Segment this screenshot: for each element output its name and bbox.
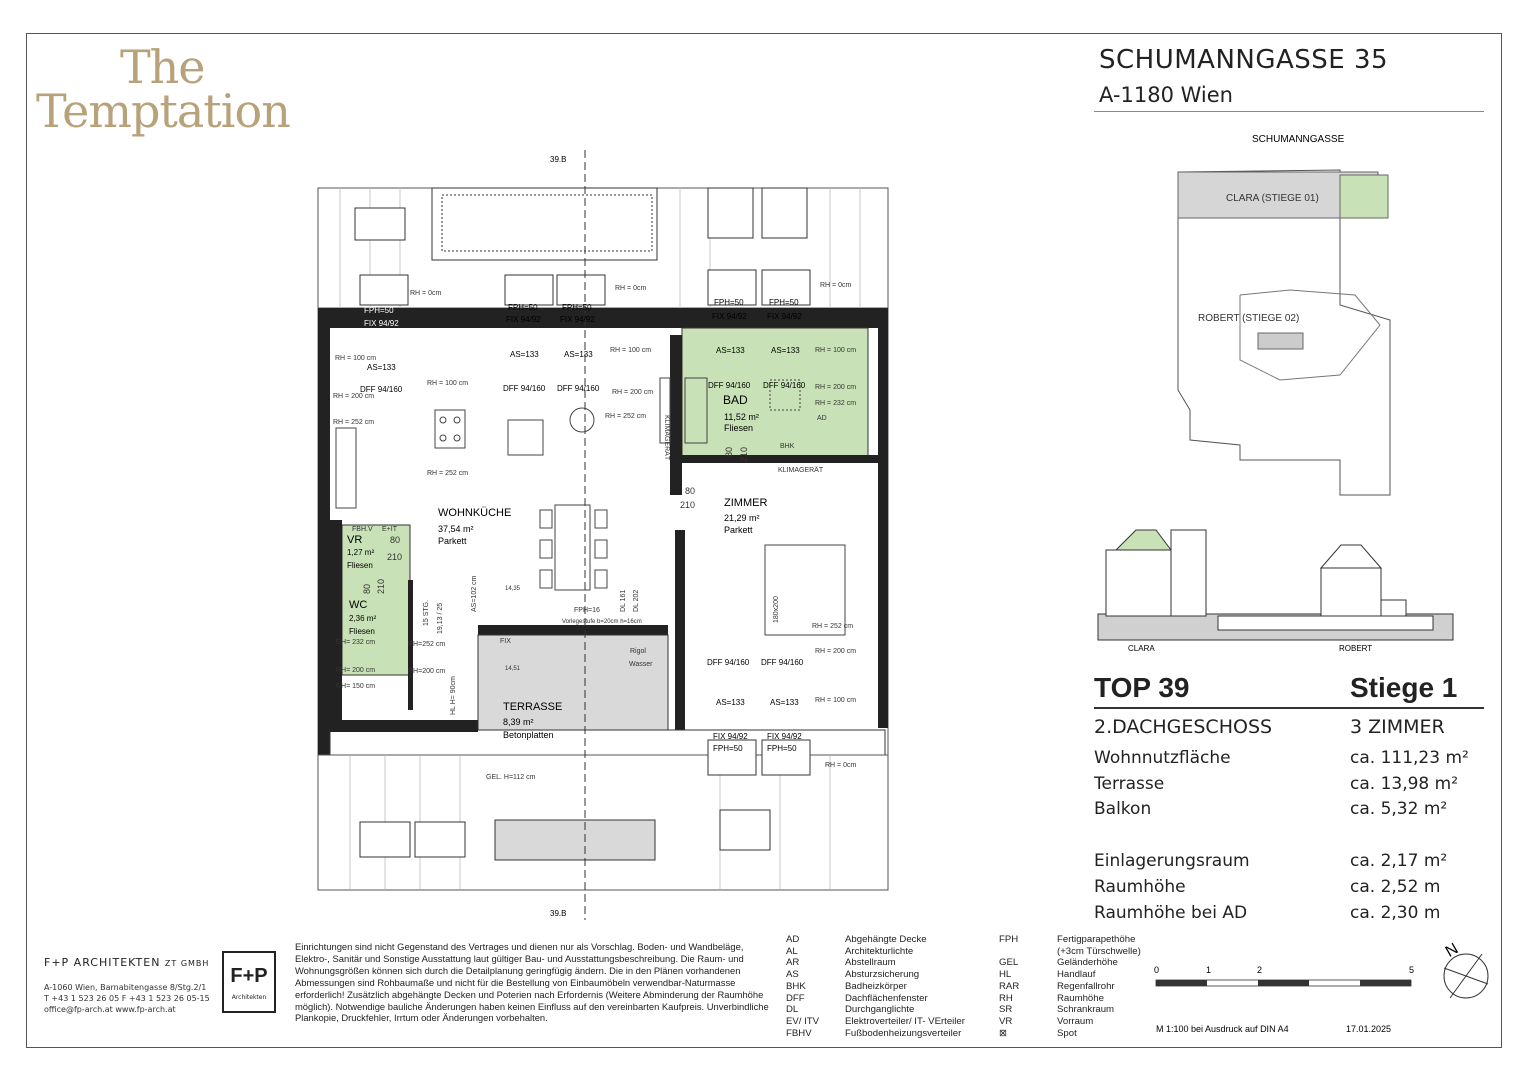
room-vr-area: 1,27 m² — [347, 548, 375, 557]
win-label: FIX 94/92 — [767, 312, 802, 321]
win-label: DFF 94/160 — [708, 381, 751, 390]
section-label-right: ROBERT — [1339, 644, 1373, 653]
legend-text: Fußbodenheizungsverteiler — [845, 1027, 962, 1039]
win-label: FPH=50 — [713, 744, 743, 753]
extra-label: Raumhöhe bei AD — [1094, 903, 1248, 923]
legend-text: (+3cm Türschwelle) — [1057, 945, 1141, 957]
legend-text: Regenfallrohr — [1057, 980, 1115, 992]
note: RH = 100 cm — [815, 697, 857, 704]
legend-text: Abgehängte Decke — [845, 934, 927, 945]
note: FIX — [500, 638, 511, 645]
room-vr-name: VR — [347, 534, 363, 546]
note: Vorlegestufe b=20cm h=16cm — [562, 619, 642, 625]
plan-date: 17.01.2025 — [1346, 1024, 1392, 1034]
note: 80 — [685, 486, 696, 496]
note: RH = 200 cm — [612, 389, 654, 396]
room-terrasse-name: TERRASSE — [503, 701, 563, 713]
note: 210 — [739, 446, 749, 462]
axis-bottom-label: 39.B — [550, 909, 567, 918]
legend-abbr: FBHV — [786, 1027, 812, 1039]
logo-line2: Temptation — [36, 84, 290, 138]
unit-floor: 2.DACHGESCHOSS — [1094, 716, 1273, 738]
legend-abbr: RH — [999, 992, 1013, 1004]
firm-address: A-1060 Wien, Barnabitengasse 8/Stg.2/1 — [44, 983, 207, 992]
room-wohn-floor: Parkett — [438, 536, 467, 546]
legend-text: Absturzsicherung — [845, 969, 920, 981]
note: 180x200 — [773, 596, 780, 623]
legend-abbr: GEL — [999, 957, 1019, 969]
legend-abbr: DFF — [786, 992, 805, 1004]
win-label: FIX 94/92 — [364, 319, 399, 328]
fp-logo-sub: Architekten — [231, 994, 267, 1001]
legend-abbr: FPH — [999, 934, 1019, 945]
win-label: AS=133 — [510, 350, 539, 359]
scale-bar — [1150, 958, 1430, 1038]
legend-text: Handlauf — [1057, 969, 1096, 981]
note: FBH.V — [352, 526, 373, 533]
divider — [1094, 707, 1484, 709]
room-terrasse-area: 8,39 m² — [503, 717, 534, 727]
firm-label: F+P ARCHITEKTEN — [44, 956, 161, 969]
note: Rigol — [630, 648, 646, 655]
north-arrow-icon — [1440, 938, 1492, 1008]
legend-abbr: EV/ ITV — [786, 1015, 820, 1027]
note: RH = 100 cm — [815, 347, 857, 354]
note: KLIMAGERÄT — [663, 415, 670, 461]
note: HL H= 90cm — [450, 676, 457, 715]
win-label: FIX 94/92 — [506, 315, 541, 324]
room-vr-floor: Fliesen — [347, 561, 373, 570]
win-label: DFF 94/160 — [707, 658, 750, 667]
note: 80 — [724, 446, 734, 457]
legend-abbr: AL — [786, 945, 798, 957]
area-value: ca. 13,98 m² — [1350, 774, 1459, 794]
note: RH = 100 cm — [427, 380, 469, 387]
address-city: A-1180 Wien — [1099, 83, 1233, 107]
extra-value: ca. 2,17 m² — [1350, 851, 1448, 871]
divider — [1094, 111, 1484, 112]
note: RH= 150 cm — [336, 683, 376, 690]
note: 15 STG. — [423, 599, 430, 626]
note: 210 — [387, 552, 403, 562]
win-label: DFF 94/160 — [557, 384, 600, 393]
room-wc-area: 2,36 m² — [349, 614, 377, 623]
area-label: Balkon — [1094, 799, 1152, 819]
note: RH = 100 cm — [335, 355, 377, 362]
extra-value: ca. 2,30 m — [1350, 903, 1441, 923]
legend-right-abbr — [999, 934, 1054, 1039]
legend-abbr: DL — [786, 1004, 799, 1016]
note: RH = 200 cm — [333, 393, 375, 400]
note: 19,13 / 25 — [437, 602, 444, 634]
win-label: FPH=50 — [364, 306, 394, 315]
site-building2: ROBERT (STIEGE 02) — [1198, 313, 1300, 324]
win-label: FIX 94/92 — [713, 732, 748, 741]
note: 210 — [376, 578, 386, 594]
legend-text: Dachflächenfenster — [845, 992, 928, 1004]
room-bad-name: BAD — [723, 393, 748, 407]
room-zimmer-area: 21,29 m² — [724, 513, 760, 523]
win-label: AS=133 — [716, 346, 745, 355]
win-label: AS=133 — [716, 698, 745, 707]
room-wohn-name: WOHNKÜCHE — [438, 507, 512, 519]
note: RH = 0cm — [825, 762, 857, 769]
legend-right-text — [1057, 934, 1160, 1039]
note: Wasser — [629, 661, 653, 668]
win-label: FPH=50 — [769, 298, 799, 307]
note: AD — [817, 415, 827, 422]
scale-tick: 1 — [1206, 965, 1212, 975]
legend-text: Abstellraum — [845, 957, 896, 969]
note: 80 — [390, 535, 401, 545]
note: BHK — [780, 443, 795, 450]
unit-stiege: Stiege 1 — [1350, 672, 1458, 703]
win-label: DFF 94/160 — [503, 384, 546, 393]
firm-email: office@fp-arch.at www.fp-arch.at — [44, 1005, 176, 1014]
section-drawing — [1096, 520, 1458, 660]
firm-phone: T +43 1 523 26 05 F +43 1 523 26 05-15 — [44, 994, 210, 1003]
win-label: FPH=50 — [767, 744, 797, 753]
win-label: FIX 94/92 — [712, 312, 747, 321]
legend-left-abbr — [786, 934, 846, 1039]
note: DL 202 — [633, 589, 640, 612]
win-label: DFF 94/160 — [360, 385, 403, 394]
legend-text: Durchganglichte — [845, 1004, 915, 1016]
unit-top: TOP 39 — [1094, 672, 1190, 703]
note: AS=102 cm — [471, 575, 478, 612]
address-street: SCHUMANNGASSE 35 — [1099, 45, 1389, 75]
extra-value: ca. 2,52 m — [1350, 877, 1441, 897]
room-zimmer-floor: Parkett — [724, 525, 753, 535]
unit-rooms: 3 ZIMMER — [1350, 716, 1445, 738]
scale-note: M 1:100 bei Ausdruck auf DIN A4 — [1156, 1024, 1289, 1034]
legend-left-text — [845, 934, 995, 1039]
area-label: Terrasse — [1094, 774, 1165, 794]
note: RH = 252 cm — [605, 413, 647, 420]
room-bad-floor: Fliesen — [724, 423, 754, 433]
legend-abbr: SR — [999, 1004, 1013, 1016]
note: RH = 232 cm — [815, 400, 857, 407]
room-terrasse-floor: Betonplatten — [503, 730, 554, 740]
legend-text: Architekturlichte — [845, 945, 914, 957]
win-label: FPH=50 — [508, 303, 538, 312]
note: DL 161 — [620, 589, 627, 612]
legend-abbr: HL — [999, 969, 1012, 981]
win-label: FIX 94/92 — [560, 315, 595, 324]
fp-logo — [222, 951, 276, 1013]
legend-abbr — [999, 946, 1054, 958]
win-label: DFF 94/160 — [761, 658, 804, 667]
legend-text: Raumhöhe — [1057, 992, 1104, 1004]
note: 14,51 — [505, 666, 521, 672]
disclaimer: Einrichtungen sind nicht Gegenstand des Vertrages und dienen nur als Vorschlag. Boden- und Wandbeläge, Elektro-, Sanitär und Sonstige Ausstattung laut gültiger Bau- und Ausstattungsbeschreibung. Die Raum- und Wohnungsgrößen können sich durch die Detailplanung geringfügig ändern. Die in den Plänen vorhandenen Abmessungen sind Rohbaumaße und nicht für die Bestellung von Einbaumöbeln verwendbar-Naturmasse erforderlich! Zusätzlich abgehängte Decken und Poterien nach Erfordernis (Weitere Abminderung der Raumhöhe möglich). Notwendige bauliche Änderungen haben keinen Einfluss auf den vereinbarten Kaufpreis. Unverbindliche Plankopie, Druckfehler, Irrtum oder Änderungen vorbehalten. — [295, 941, 769, 1024]
note: RH = 0cm — [410, 290, 442, 297]
logo-line1: The — [120, 40, 205, 94]
legend-text: Badheizkörper — [845, 980, 907, 992]
room-zimmer-name: ZIMMER — [724, 497, 768, 509]
scale-tick: 5 — [1409, 965, 1415, 975]
note: RH = 200 cm — [815, 648, 857, 655]
area-label: Wohnnutzfläche — [1094, 748, 1231, 768]
legend-abbr: BHK — [786, 980, 806, 992]
site-plan — [1160, 130, 1490, 500]
note: RH=200 cm — [408, 668, 446, 675]
legend-abbr: AS — [786, 969, 799, 981]
note: GEL. H=112 cm — [486, 774, 536, 781]
note: 80 — [362, 583, 372, 594]
legend-text: Schrankraum — [1057, 1004, 1115, 1016]
note: FPH=16 — [574, 607, 600, 614]
legend-text: Vorraum — [1057, 1015, 1094, 1027]
note: RH= 200 cm — [336, 667, 376, 674]
win-label: AS=133 — [771, 346, 800, 355]
legend-text: Elektroverteiler/ IT- VErteiler — [845, 1015, 965, 1027]
note: RH = 252 cm — [812, 623, 854, 630]
site-street-label: SCHUMANNGASSE — [1252, 134, 1345, 145]
area-value: ca. 111,23 m² — [1350, 748, 1469, 768]
win-label: AS=133 — [367, 363, 396, 372]
note: RH = 0cm — [615, 285, 647, 292]
floor-plan — [300, 150, 900, 920]
legend-abbr: VR — [999, 1015, 1013, 1027]
extra-label: Einlagerungsraum — [1094, 851, 1250, 871]
win-label: DFF 94/160 — [763, 381, 806, 390]
room-wohn-area: 37,54 m² — [438, 524, 474, 534]
scale-tick: 2 — [1257, 965, 1263, 975]
note: RH = 0cm — [820, 282, 852, 289]
room-bad-area: 11,52 m² — [724, 412, 759, 422]
legend-abbr: RAR — [999, 980, 1020, 992]
note: 14,35 — [505, 586, 521, 592]
legend-text: Spot — [1057, 1027, 1077, 1039]
north-label: N — [1442, 940, 1462, 961]
note: RH = 252 cm — [333, 419, 375, 426]
win-label: FPH=50 — [562, 303, 592, 312]
win-label: AS=133 — [770, 698, 799, 707]
axis-top-label: 39.B — [550, 155, 567, 164]
site-building1: CLARA (STIEGE 01) — [1226, 193, 1319, 204]
note: E+IT — [382, 526, 397, 533]
legend-abbr: AR — [786, 957, 800, 969]
brand-logo — [36, 40, 290, 138]
note: RH= 232 cm — [336, 639, 376, 646]
legend-text: Fertigparapethöhe — [1057, 934, 1136, 945]
firm-suffix: ZT GMBH — [164, 959, 210, 968]
extra-label: Raumhöhe — [1094, 877, 1186, 897]
win-label: AS=133 — [564, 350, 593, 359]
note: KLIMAGERÄT — [778, 467, 824, 474]
note: RH=252 cm — [408, 641, 446, 648]
win-label: FPH=50 — [714, 298, 744, 307]
note: RH = 200 cm — [815, 384, 857, 391]
legend-abbr: ⊠ — [999, 1027, 1008, 1039]
area-value: ca. 5,32 m² — [1350, 799, 1448, 819]
note: 210 — [680, 500, 696, 510]
room-wc-floor: Fliesen — [349, 627, 375, 636]
legend-abbr: AD — [786, 934, 800, 945]
firm-name — [44, 956, 209, 969]
room-wc-name: WC — [349, 599, 368, 611]
note: RH = 100 cm — [610, 347, 652, 354]
fp-logo-text: F+P — [230, 965, 268, 987]
scale-tick: 0 — [1154, 965, 1160, 975]
section-label-left: CLARA — [1128, 644, 1155, 653]
win-label: FIX 94/92 — [767, 732, 802, 741]
note: RH = 252 cm — [427, 470, 469, 477]
legend-text: Geländerhöhe — [1057, 957, 1118, 969]
